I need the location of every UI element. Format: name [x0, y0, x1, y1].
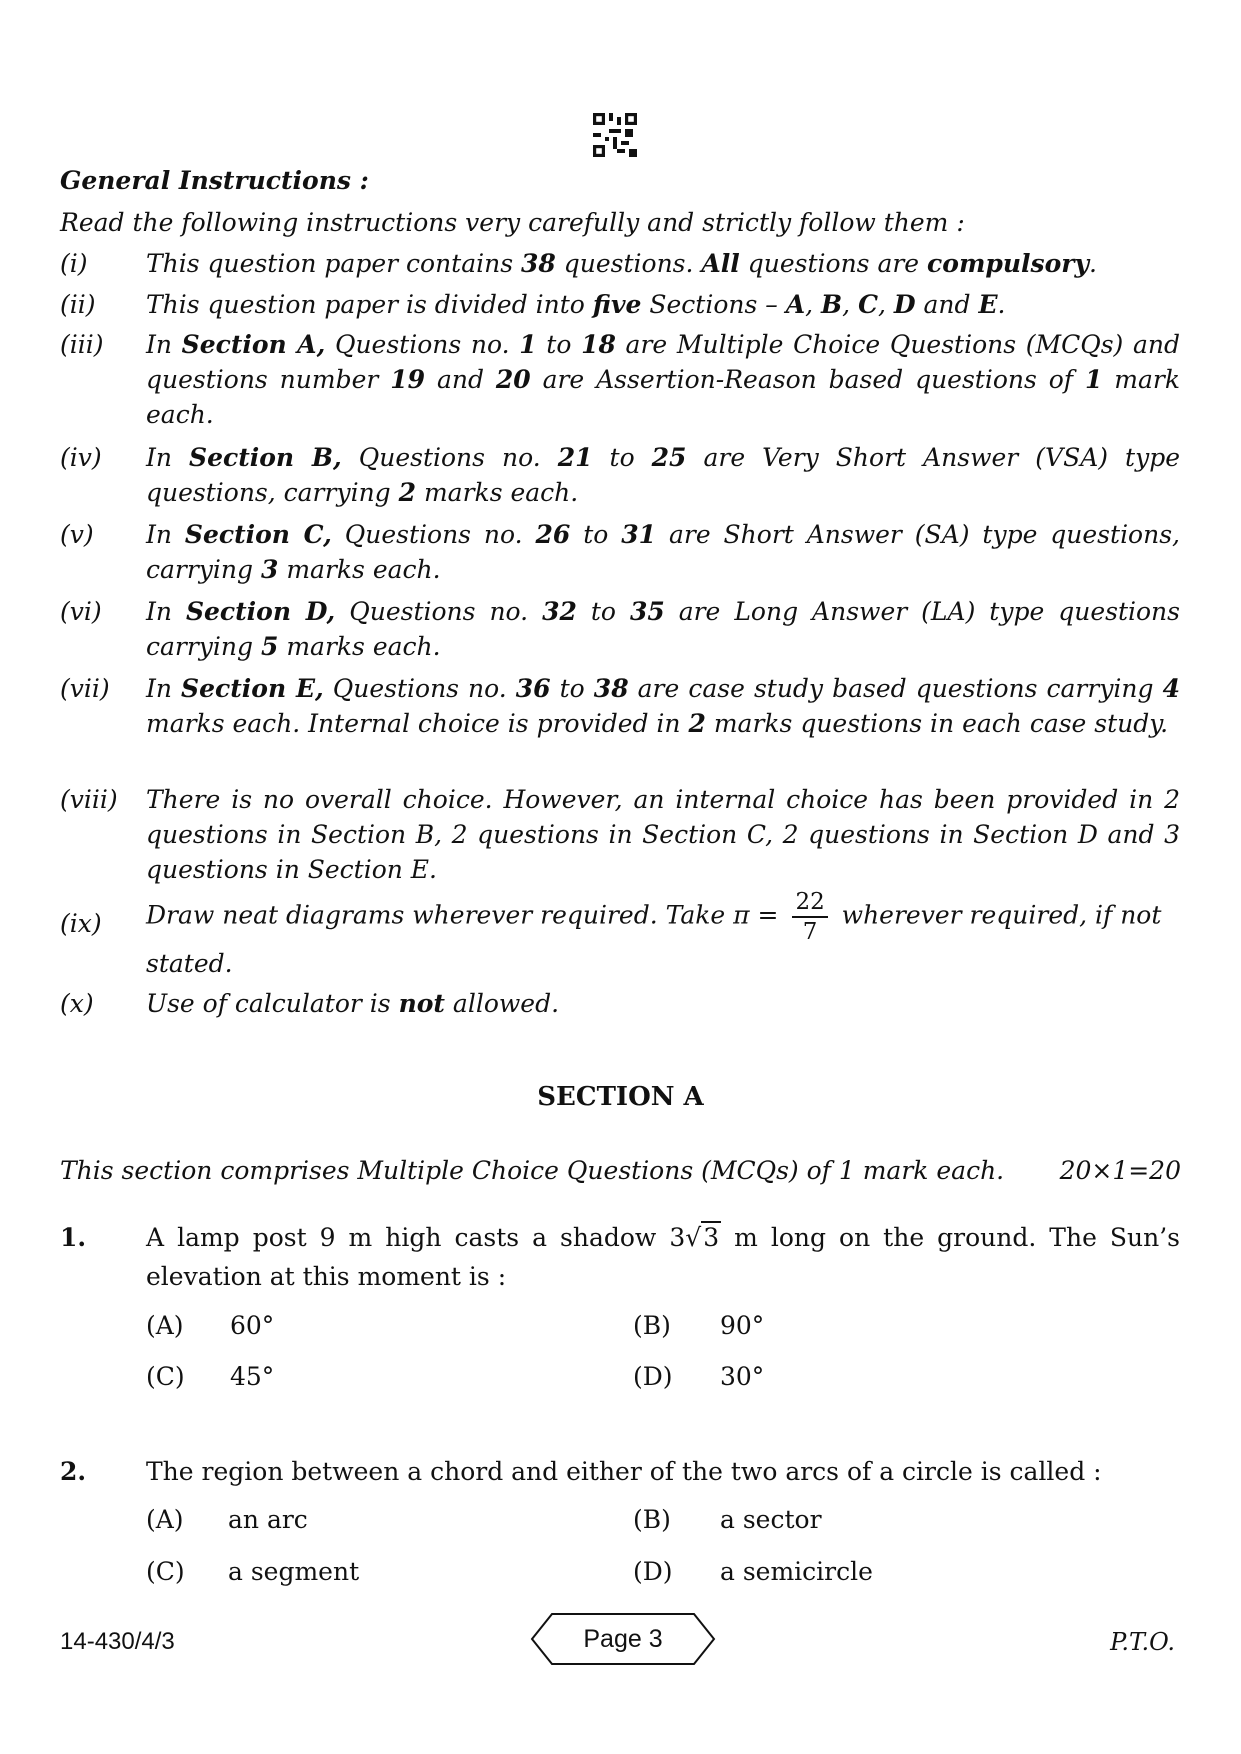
- page-indicator: [530, 1612, 716, 1666]
- instruction-number: (iv): [60, 443, 102, 472]
- instruction-item: [60, 517, 1180, 587]
- instruction-item: [60, 440, 1180, 510]
- instruction-number: (ix): [60, 909, 102, 938]
- question-text: A lamp post 9 m high casts a shadow 3√3 m long on the ground. The Sun’s elevation at this moment is :: [146, 1223, 1181, 1291]
- option-value: a sector: [720, 1505, 822, 1534]
- question-text: The region between a chord and either of the two arcs of a circle is called :: [146, 1457, 1102, 1486]
- section-marks: 20×1=20: [1059, 1156, 1181, 1185]
- option-label: (D): [633, 1557, 673, 1586]
- qr-code-icon: [593, 113, 637, 157]
- option-value: a semicircle: [720, 1557, 873, 1586]
- option-label: (C): [146, 1557, 185, 1586]
- instruction-text: Use of calculator is not allowed.: [146, 989, 560, 1018]
- instruction-item: [60, 986, 1180, 1021]
- instruction-text: Draw neat diagrams wherever required. Take π = $\frac{22}{7}$ wherever required, if not stated.: [146, 889, 1162, 978]
- instruction-text: There is no overall choice. However, an internal choice has been provided in 2 questions in Section B, 2 questions in Section C, 2 questions in Section D and 3 questions in Section E.: [146, 785, 1180, 884]
- instruction-text: In Section B, Questions no. 21 to 25 are Very Short Answer (VSA) type questions, carrying 2 marks each.: [146, 443, 1180, 507]
- instruction-number: (ii): [60, 290, 96, 319]
- section-heading: SECTION A: [537, 1082, 704, 1112]
- instruction-item: [60, 327, 1180, 432]
- instruction-text: This question paper is divided into five Sections – A, B, C, D and E.: [146, 290, 1006, 319]
- instruction-text: In Section C, Questions no. 26 to 31 are Short Answer (SA) type questions, carrying 3 marks each.: [146, 520, 1180, 584]
- option-label: (D): [633, 1362, 673, 1391]
- option-value: 30°: [720, 1362, 765, 1391]
- instruction-number: (iii): [60, 330, 104, 359]
- instruction-item: [60, 671, 1180, 741]
- instruction-number: (x): [60, 989, 94, 1018]
- option-value: 60°: [230, 1311, 275, 1340]
- paper-code: 14-430/4/3: [60, 1628, 175, 1655]
- instructions-intro: Read the following instructions very carefully and strictly follow them :: [60, 208, 965, 237]
- instruction-number: (v): [60, 520, 94, 549]
- instruction-item: [60, 246, 1180, 281]
- instruction-item: [60, 888, 1180, 981]
- instruction-number: (i): [60, 249, 88, 278]
- instruction-number: (vi): [60, 597, 102, 626]
- option-label: (B): [633, 1311, 671, 1340]
- instruction-text: In Section E, Questions no. 36 to 38 are case study based questions carrying 4 marks each. Internal choice is provided in 2 marks questions in each case study.: [146, 674, 1180, 738]
- option-label: (B): [633, 1505, 671, 1534]
- sqrt-expression: 3√3: [669, 1223, 720, 1252]
- instruction-number: (vii): [60, 674, 110, 703]
- instruction-text: In Section A, Questions no. 1 to 18 are Multiple Choice Questions (MCQs) and questions number 19 and 20 are Assertion-Reason based questions of 1 mark each.: [146, 330, 1180, 429]
- option-label: (C): [146, 1362, 185, 1391]
- instruction-item: [60, 594, 1180, 664]
- option-value: 90°: [720, 1311, 765, 1340]
- instruction-item: [60, 782, 1180, 887]
- fraction-22-over-7: $\frac{22}{7}$: [792, 888, 827, 946]
- page-number: Page 3: [583, 1625, 663, 1653]
- instructions-title: General Instructions :: [60, 166, 369, 195]
- pto-label: P.T.O.: [1110, 1628, 1175, 1656]
- instruction-text: In Section D, Questions no. 32 to 35 are Long Answer (LA) type questions carrying 5 marks each.: [146, 597, 1180, 661]
- section-description: This section comprises Multiple Choice Questions (MCQs) of 1 mark each.: [60, 1156, 1005, 1185]
- option-value: a segment: [228, 1557, 360, 1586]
- instruction-item: [60, 287, 1180, 322]
- instruction-number: (viii): [60, 785, 118, 814]
- option-value: 45°: [230, 1362, 275, 1391]
- question-number: 2.: [60, 1457, 87, 1486]
- question-number: 1.: [60, 1223, 87, 1252]
- option-value: an arc: [228, 1505, 308, 1534]
- option-label: (A): [146, 1505, 184, 1534]
- instruction-text: This question paper contains 38 questions. All questions are compulsory.: [146, 249, 1097, 278]
- option-label: (A): [146, 1311, 184, 1340]
